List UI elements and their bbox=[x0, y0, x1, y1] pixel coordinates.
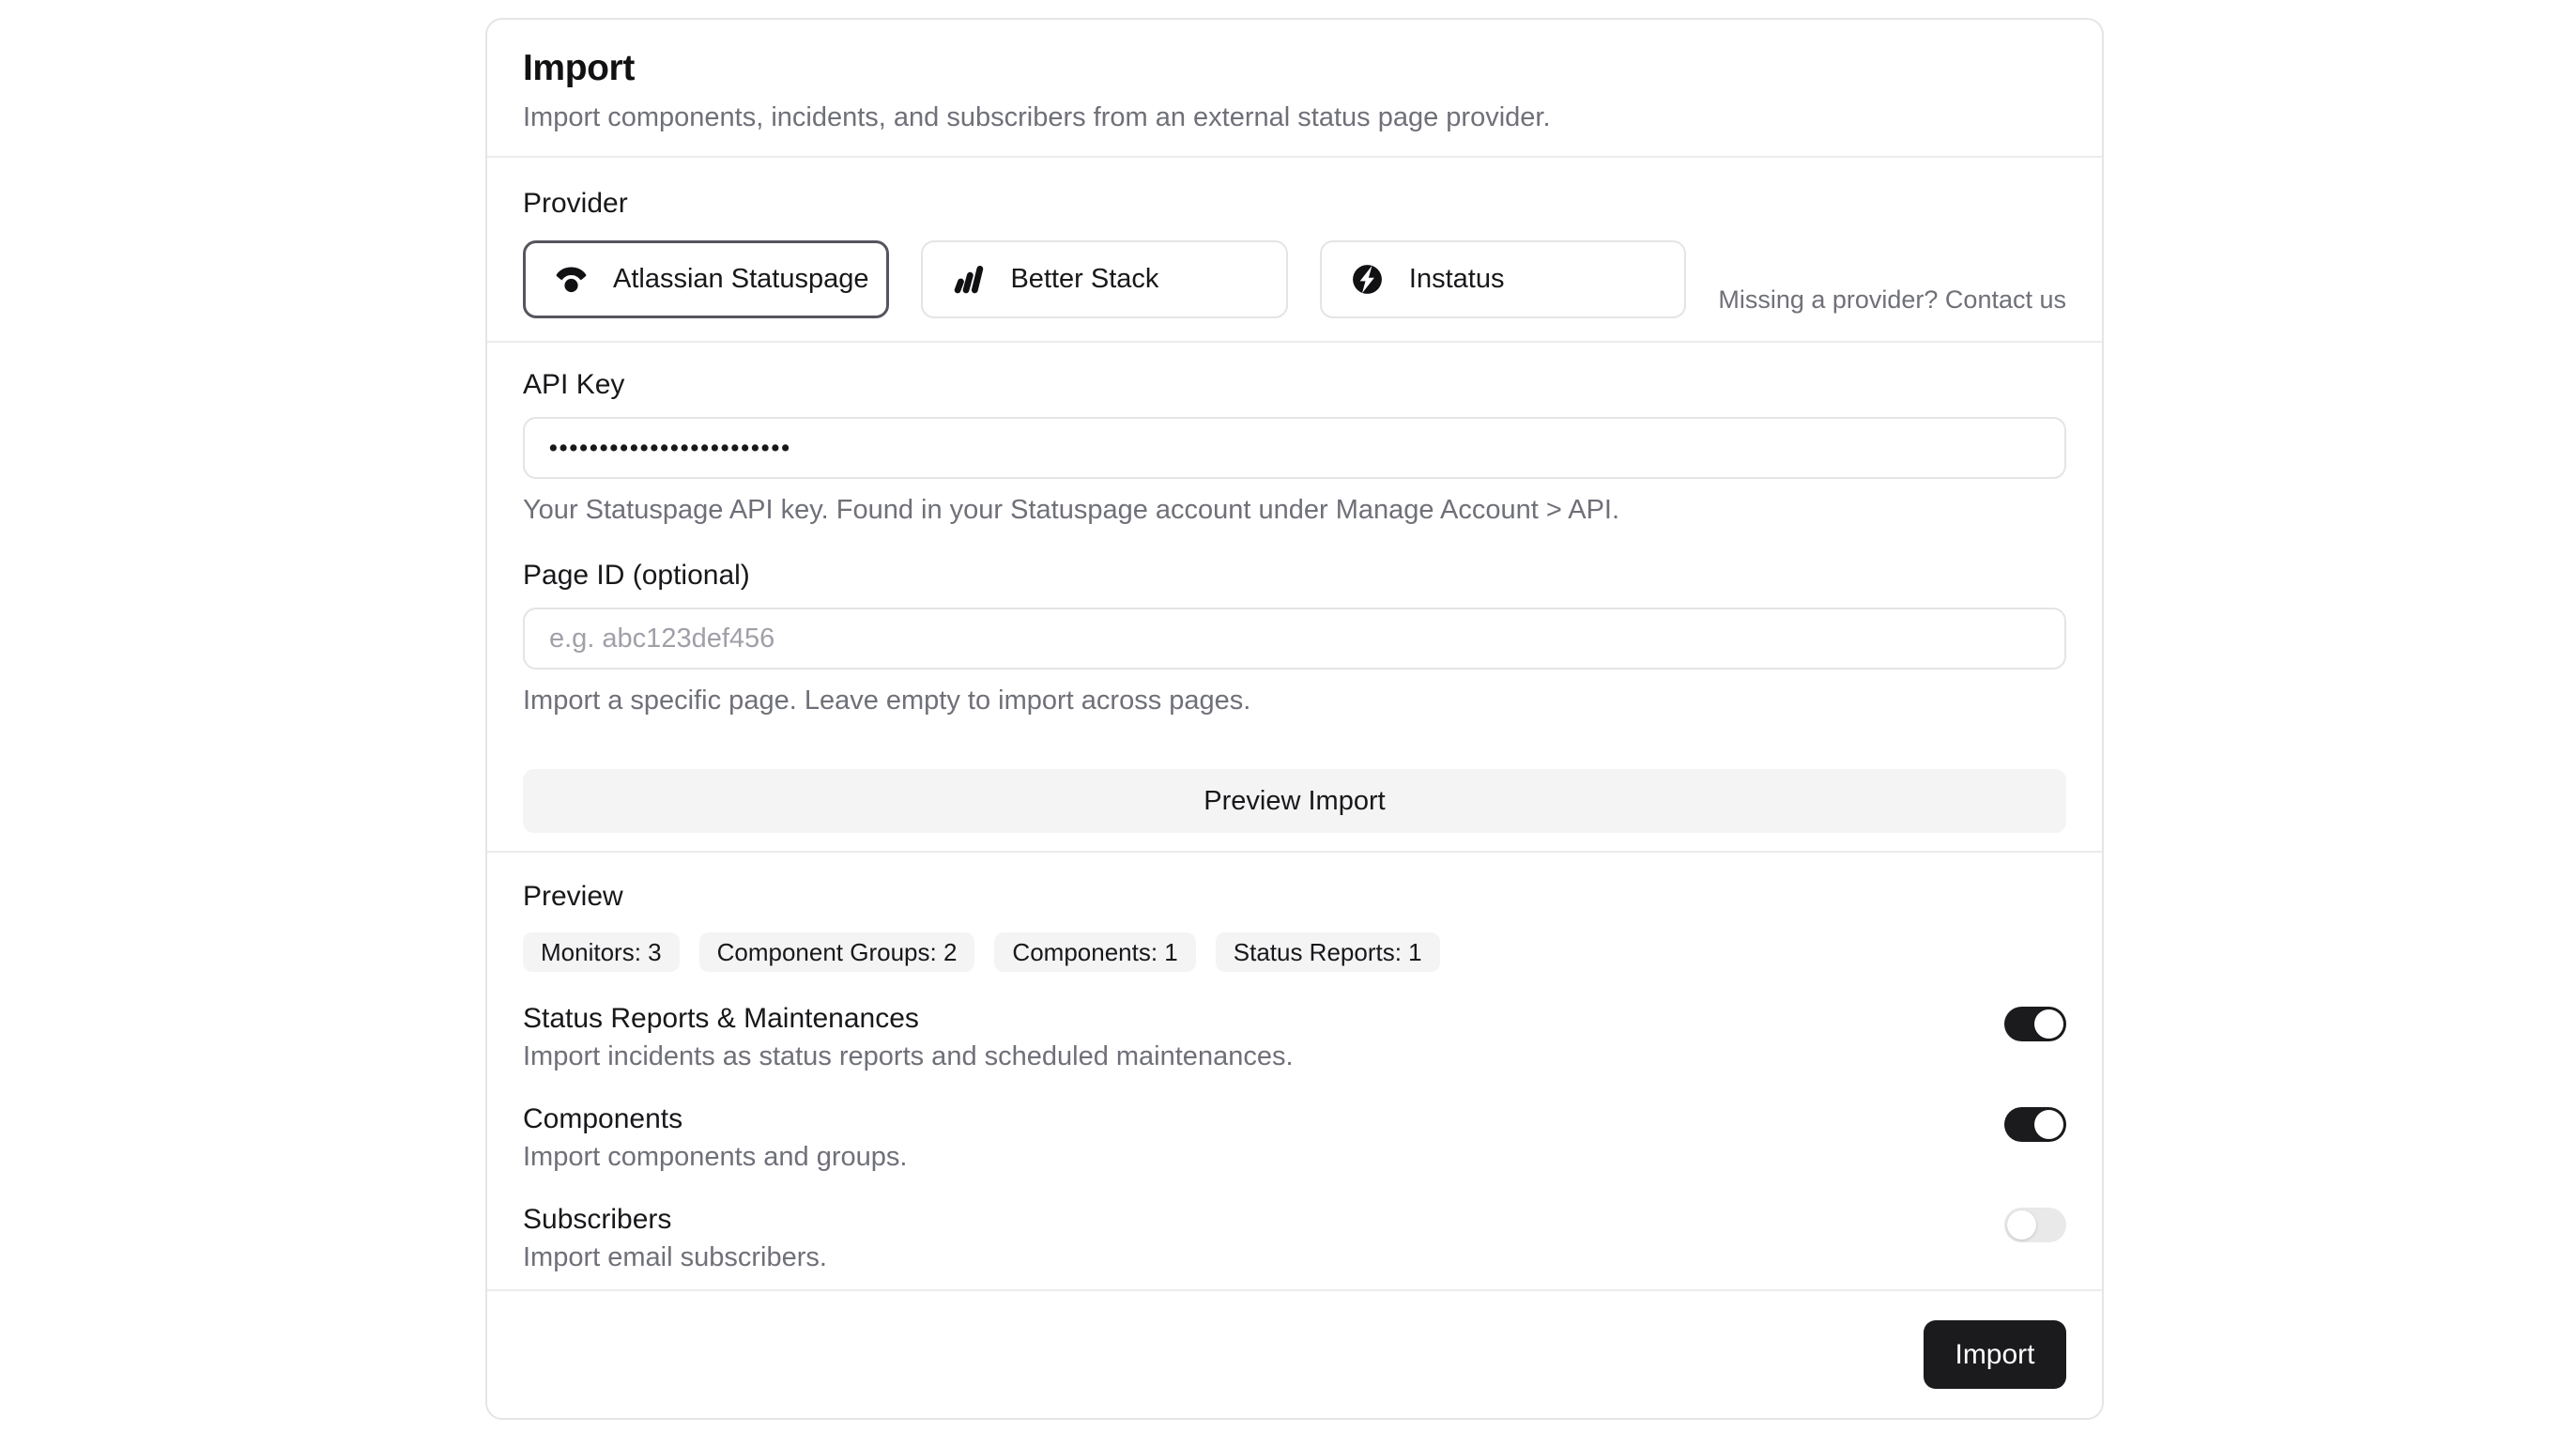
toggle-text bbox=[523, 1204, 827, 1273]
preview-badges-row bbox=[523, 932, 2066, 972]
page-id-input[interactable] bbox=[523, 608, 2066, 670]
subscribers-toggle-title: Subscribers bbox=[523, 1204, 672, 1235]
missing-provider-link[interactable]: Missing a provider? Contact us bbox=[1718, 285, 2066, 314]
preview-label: Preview bbox=[523, 881, 623, 912]
provider-option-better-stack[interactable] bbox=[921, 240, 1287, 318]
instatus-icon bbox=[1350, 262, 1385, 297]
provider-option-label: Atlassian Statuspage bbox=[613, 264, 869, 294]
provider-option-label: Instatus bbox=[1408, 264, 1505, 294]
components-toggle[interactable] bbox=[2004, 1107, 2066, 1142]
import-button[interactable]: Import bbox=[1924, 1320, 2066, 1389]
monitors-count-badge: Monitors: 3 bbox=[523, 932, 680, 972]
status-reports-toggle[interactable] bbox=[2004, 1007, 2066, 1041]
status-reports-toggle-row bbox=[523, 1003, 2066, 1072]
status-reports-toggle-description: Import incidents as status reports and scheduled maintenances. bbox=[523, 1041, 1294, 1071]
page-title: Import bbox=[523, 48, 635, 88]
provider-options-row bbox=[523, 240, 2066, 318]
subscribers-toggle-description: Import email subscribers. bbox=[523, 1242, 827, 1272]
api-key-label: API Key bbox=[523, 369, 625, 400]
components-toggle-description: Import components and groups. bbox=[523, 1142, 908, 1172]
page-id-label: Page ID (optional) bbox=[523, 560, 750, 591]
toggle-knob bbox=[2034, 1009, 2063, 1039]
status-reports-toggle-title: Status Reports & Maintenances bbox=[523, 1003, 919, 1034]
card-footer bbox=[487, 1291, 2102, 1418]
toggle-knob bbox=[2007, 1210, 2036, 1240]
toggle-text bbox=[523, 1103, 907, 1173]
statuspage-icon bbox=[554, 262, 589, 297]
preview-section bbox=[487, 853, 2102, 1291]
api-key-input[interactable] bbox=[523, 417, 2066, 479]
preview-import-button[interactable]: Preview Import bbox=[523, 769, 2066, 833]
provider-option-instatus[interactable] bbox=[1320, 240, 1686, 318]
page-id-helper: Import a specific page. Leave empty to import across pages. bbox=[523, 685, 1251, 716]
provider-option-atlassian-statuspage[interactable] bbox=[523, 240, 889, 318]
component-groups-count-badge: Component Groups: 2 bbox=[699, 932, 975, 972]
toggle-text bbox=[523, 1003, 1294, 1072]
card-header bbox=[487, 20, 2102, 158]
status-reports-count-badge: Status Reports: 1 bbox=[1216, 932, 1440, 972]
toggle-knob bbox=[2034, 1110, 2063, 1139]
provider-section bbox=[487, 158, 2102, 343]
components-toggle-title: Components bbox=[523, 1103, 683, 1134]
provider-option-label: Better Stack bbox=[1010, 264, 1159, 294]
components-toggle-row bbox=[523, 1103, 2066, 1173]
betterstack-icon bbox=[951, 262, 986, 297]
api-key-helper: Your Statuspage API key. Found in your Statuspage account under Manage Account > API. bbox=[523, 495, 1620, 525]
provider-label: Provider bbox=[523, 188, 628, 219]
subscribers-toggle[interactable] bbox=[2004, 1208, 2066, 1242]
subscribers-toggle-row bbox=[523, 1204, 2066, 1273]
import-card bbox=[485, 18, 2104, 1420]
import-form-section bbox=[487, 343, 2102, 853]
page-subtitle: Import components, incidents, and subscribers from an external status page provider. bbox=[523, 102, 1551, 132]
components-count-badge: Components: 1 bbox=[994, 932, 1195, 972]
